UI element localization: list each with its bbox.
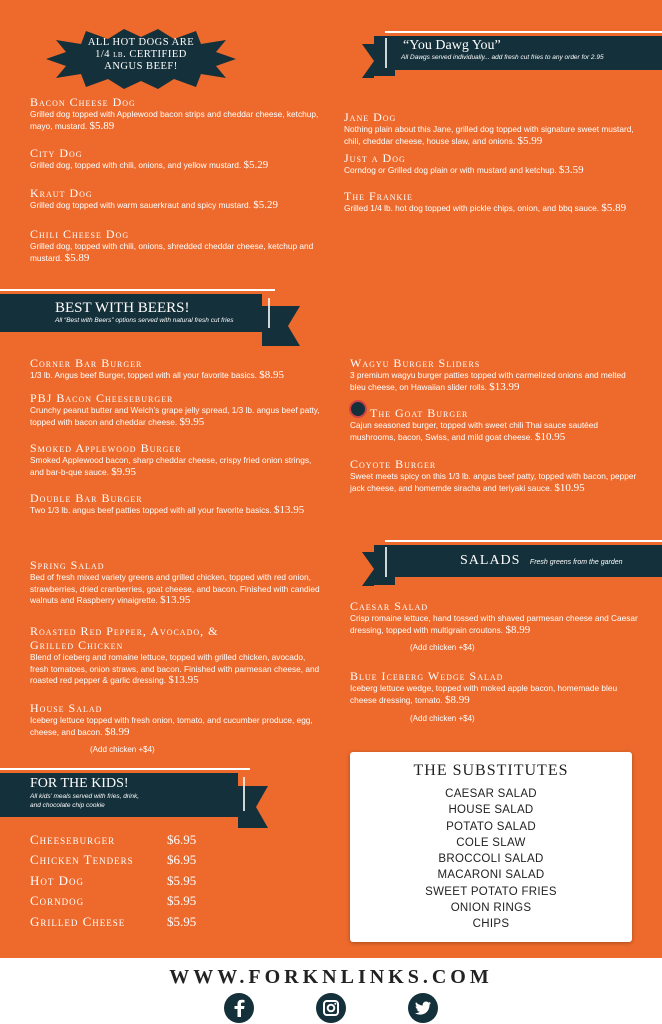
menu-item: Caesar Salad Crisp romaine lettuce, hand tossed with shaved parmesan cheese and Caesar dressing, topped with multigrain croutons. $8.99 <box>350 599 638 636</box>
facebook-icon[interactable] <box>224 993 254 1023</box>
menu-item: Coyote Burger Sweet meets spicy on this 1/3 lb. angus beef patty, topped with bacon, pepper jack cheese, and homemde siracha and teriyaki sauce. $10.95 <box>350 457 637 494</box>
menu-item: The Goat Burger Cajun seasoned burger, topped with sweet chili Thai sauce sautéed mushrooms, bacon, Swiss, and mild goat cheese. $10.95 <box>350 406 598 443</box>
twitter-icon[interactable] <box>408 993 438 1023</box>
menu-item: Bacon Cheese Dog Grilled dog topped with Applewood bacon strips and cheddar cheese, ketchup, mayo, mustard. $5.89 <box>30 95 319 132</box>
banner-tail <box>288 306 300 346</box>
menu-item: Just a Dog Corndog or Grilled dog plain or with mustard and ketchup. $3.59 <box>344 151 584 176</box>
kids-item: Chicken Tenders $6.95 <box>30 852 197 867</box>
menu-item: Wagyu Burger Sliders 3 premium wagyu burger patties topped with carmelized onions and melted bleu cheese, on Hawaiian slider rolls. $13.99 <box>350 356 626 393</box>
menu-item: Roasted Red Pepper, Avocado, & Grilled Chicken Blend of iceberg and romaine lettuce, topped with grilled chicken, avocado, fresh tomatoes, onion straws, and bacon. Finished with parmesan cheese, and roasted red pepper & garlic dressing. $13.95 <box>30 624 320 686</box>
menu-item: Double Bar Burger Two 1/3 lb. angus beef patties topped with all your favorite basics. $13.95 <box>30 491 305 516</box>
banner-stripes <box>243 777 245 811</box>
banner-tail <box>362 44 374 78</box>
banner-stripes <box>385 38 387 68</box>
menu-item: Jane Dog Nothing plain about this Jane, grilled dog topped with signature sweet mustard, chili, cheddar cheese, house slaw, and onions. $5.99 <box>344 110 634 147</box>
beers-banner: BEST WITH BEERS! All “Best with Beers” options served with natural fresh cut fries <box>0 294 262 332</box>
banner-rule <box>0 768 250 770</box>
menu-item: Chili Cheese Dog Grilled dog, topped with chili, onions, shredded cheddar cheese, ketchup and mustard. $5.89 <box>30 227 314 264</box>
menu-item: The Frankie Grilled 1/4 lb. hot dog topped with pickle chips, onion, and bbq sauce. $5.89 <box>344 189 627 214</box>
menu-item: Smoked Applewood Burger Smoked Applewood bacon, sharp cheddar cheese, crispy fried onion strings, and bar-b-que sauce. $9.95 <box>30 441 312 478</box>
kids-item: Hot Dog $5.95 <box>30 873 197 888</box>
substitutes-box <box>350 752 632 942</box>
menu-item: PBJ Bacon Cheeseburger Crunchy peanut butter and Welch’s grape jelly spread, 1/3 lb. angus beef patty, topped with bacon and cheddar cheese. $9.95 <box>30 391 320 428</box>
kids-item: Cheeseburger $6.95 <box>30 832 197 847</box>
add-chicken-note: (Add chicken +$4) <box>410 714 475 723</box>
substitutes-title: THE SUBSTITUTES <box>413 762 569 779</box>
banner-stripes <box>385 547 387 577</box>
banner-rule <box>0 289 275 291</box>
banner-rule <box>385 540 662 542</box>
menu-item: Blue Iceberg Wedge Salad Iceberg lettuce wedge, topped with moked apple bacon, homemade bleu cheese dressing, tomato. $8.99 <box>350 669 618 706</box>
instagram-icon[interactable] <box>316 993 346 1023</box>
banner-stripes <box>268 298 270 328</box>
you-dawg-banner: “You Dawg You” All Dawgs served individually... add fresh cut fries to any order for 2.95 <box>395 36 662 70</box>
salads-banner: SALADS Fresh greens from the garden <box>395 545 662 577</box>
website-link[interactable]: WWW.FORKNLINKS.COM <box>169 966 493 988</box>
substitutes-list: CAESAR SALAD HOUSE SALAD POTATO SALAD COLE SLAW BROCCOLI SALAD MACARONI SALAD SWEET POTATO FRIES ONION RINGS CHIPS <box>425 788 557 931</box>
menu-item: House Salad Iceberg lettuce topped with fresh onion, tomato, and cucumber produce, egg, cheese, and bacon. $8.99 <box>30 701 313 738</box>
kids-item: Grilled Cheese $5.95 <box>30 914 197 929</box>
kids-item: Corndog $5.95 <box>30 893 197 908</box>
menu-item: Kraut Dog Grilled dog topped with warm sauerkraut and spicy mustard. $5.29 <box>30 186 278 211</box>
add-chicken-note: (Add chicken +$4) <box>410 643 475 652</box>
kids-banner: FOR THE KIDS! All kids’ meals served with fries, drink, and chocolate chip cookie <box>0 773 238 817</box>
banner-tail <box>362 552 374 586</box>
banner-rule <box>385 31 662 33</box>
menu-item: Spring Salad Bed of fresh mixed variety greens and grilled chicken, topped with red onion, strawberries, dried cranberries, goat cheese, and bacon. Finished with candied walnuts and Raspberry vinaigrette. $13.95 <box>30 558 320 606</box>
menu-item: City Dog Grilled dog, topped with chili, onions, and yellow mustard. $5.29 <box>30 146 269 171</box>
menu-item: Corner Bar Burger 1/3 lb. Angus beef Burger, topped with all your favorite basics. $8.95 <box>30 356 284 381</box>
add-chicken-note: (Add chicken +$4) <box>90 745 155 754</box>
badge-text: ALL HOT DOGS ARE 1/4 lb. CERTIFIED ANGUS BEEF! <box>87 37 195 72</box>
banner-tail <box>256 786 268 828</box>
